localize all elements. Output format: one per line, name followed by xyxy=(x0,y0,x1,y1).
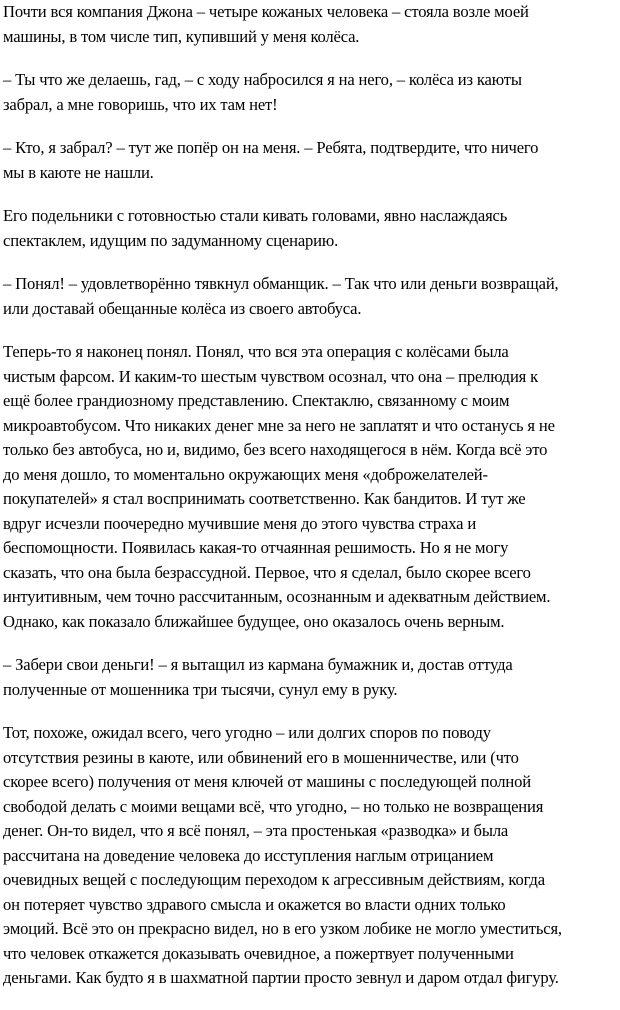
text-line: что человек откажется доказывать очевидное, а пожертвует полученными xyxy=(3,943,514,963)
paragraph-7 xyxy=(3,653,618,702)
text-line: или доставай обещанные колёса из своего автобуса. xyxy=(3,298,362,318)
text-line: Его подельники с готовностью стали кивать головами, явно наслаждаясь xyxy=(3,206,508,225)
text-body xyxy=(3,0,618,1010)
text-line: Почти вся компания Джона – четыре кожаных человека – стояла возле моей xyxy=(3,2,529,21)
paragraph-4 xyxy=(3,204,618,253)
text-line: полученные от мошенника три тысячи, сунул ему в руку. xyxy=(3,679,398,699)
paragraph-8 xyxy=(3,721,618,991)
text-line: деньгами. Как будто я в шахматной партии просто зевнул и даром отдал фигуру. xyxy=(3,968,559,987)
text-line: свободой делать с моими вещами всё, что угодно, – но только не возвращения xyxy=(3,796,544,816)
text-line: денег. Он-то видел, что я всё понял, – эта простенькая «разводка» и была xyxy=(3,821,509,840)
paragraph-3 xyxy=(3,136,618,185)
text-line: скорее всего) получения от меня ключей от машины с последующей полной xyxy=(3,772,531,791)
text-line: очевидных вещей с последующим переходом к агрессивным действиям, когда xyxy=(3,870,545,889)
text-line: чистым фарсом. И каким-то шестым чувством осознал, что она – прелюдия к xyxy=(3,366,539,386)
text-line: машины, в том числе тип, купивший у меня колёса. xyxy=(3,26,360,46)
text-line: он потеряет чувство здравого смысла и окажется во власти одних только xyxy=(3,894,506,914)
text-line: Теперь-то я наконец понял. Понял, что вся эта операция с колёсами была xyxy=(3,342,509,361)
paragraph-6 xyxy=(3,340,618,634)
text-line: беспомощности. Появилась какая-то отчаянная решимость. Но я не могу xyxy=(3,538,509,557)
text-line: рассчитана на доведение человека до исступления наглым отрицанием xyxy=(3,845,494,865)
text-line: – Понял! – удовлетворённо тявкнул обманщик. – Так что или деньги возвращай, xyxy=(3,274,559,293)
paragraph-1 xyxy=(3,0,618,49)
text-line: ещё более грандиозному представлению. Спектаклю, связанному с моим xyxy=(3,391,510,410)
text-line: Тот, похоже, ожидал всего, чего угодно – или долгих споров по поводу xyxy=(3,723,491,742)
text-line: отсутствия резины в каюте, или обвинений его в мошенничестве, или (что xyxy=(3,747,519,767)
text-line: только без автобуса, но и, видимо, без всего находящегося в нём. Когда всё это xyxy=(3,440,548,459)
text-line: покупателей» я стал воспринимать соответственно. Как бандитов. И тут же xyxy=(3,489,526,508)
text-line: мы в каюте не нашли. xyxy=(3,162,154,182)
text-line: – Кто, я забрал? – тут же попёр он на меня. – Ребята, подтвердите, что ничего xyxy=(3,138,539,157)
text-line: забрал, а мне говоришь, что их там нет! xyxy=(3,94,278,114)
paragraph-5 xyxy=(3,272,618,321)
text-line: сказать, что она была безрассудной. Первое, что я сделал, было скорее всего xyxy=(3,562,531,582)
text-line: микроавтобусом. Что никаких денег мне за него не заплатят и что останусь я не xyxy=(3,415,555,435)
paragraph-2 xyxy=(3,68,618,117)
text-line: вдруг исчезли поочередно мучившие меня до этого чувства страха и xyxy=(3,513,477,533)
text-line: интуитивным, чем точно рассчитанным, осознанным и адекватным действием. xyxy=(3,587,551,606)
text-line: – Забери свои деньги! – я вытащил из кармана бумажник и, достав оттуда xyxy=(3,655,513,674)
text-line: до меня дошло, то моментально окружающих меня «доброжелателей- xyxy=(3,464,488,484)
text-line: спектаклем, идущим по задуманному сценарию. xyxy=(3,230,339,250)
text-line: Однако, как показало ближайшее будущее, оно оказалось очень верным. xyxy=(3,611,505,631)
text-line: эмоций. Всё это он прекрасно видел, но в его узком лобике не могло уместиться, xyxy=(3,919,562,938)
text-line: – Ты что же делаешь, гад, – с ходу набросился я на него, – колёса из каюты xyxy=(3,70,522,89)
